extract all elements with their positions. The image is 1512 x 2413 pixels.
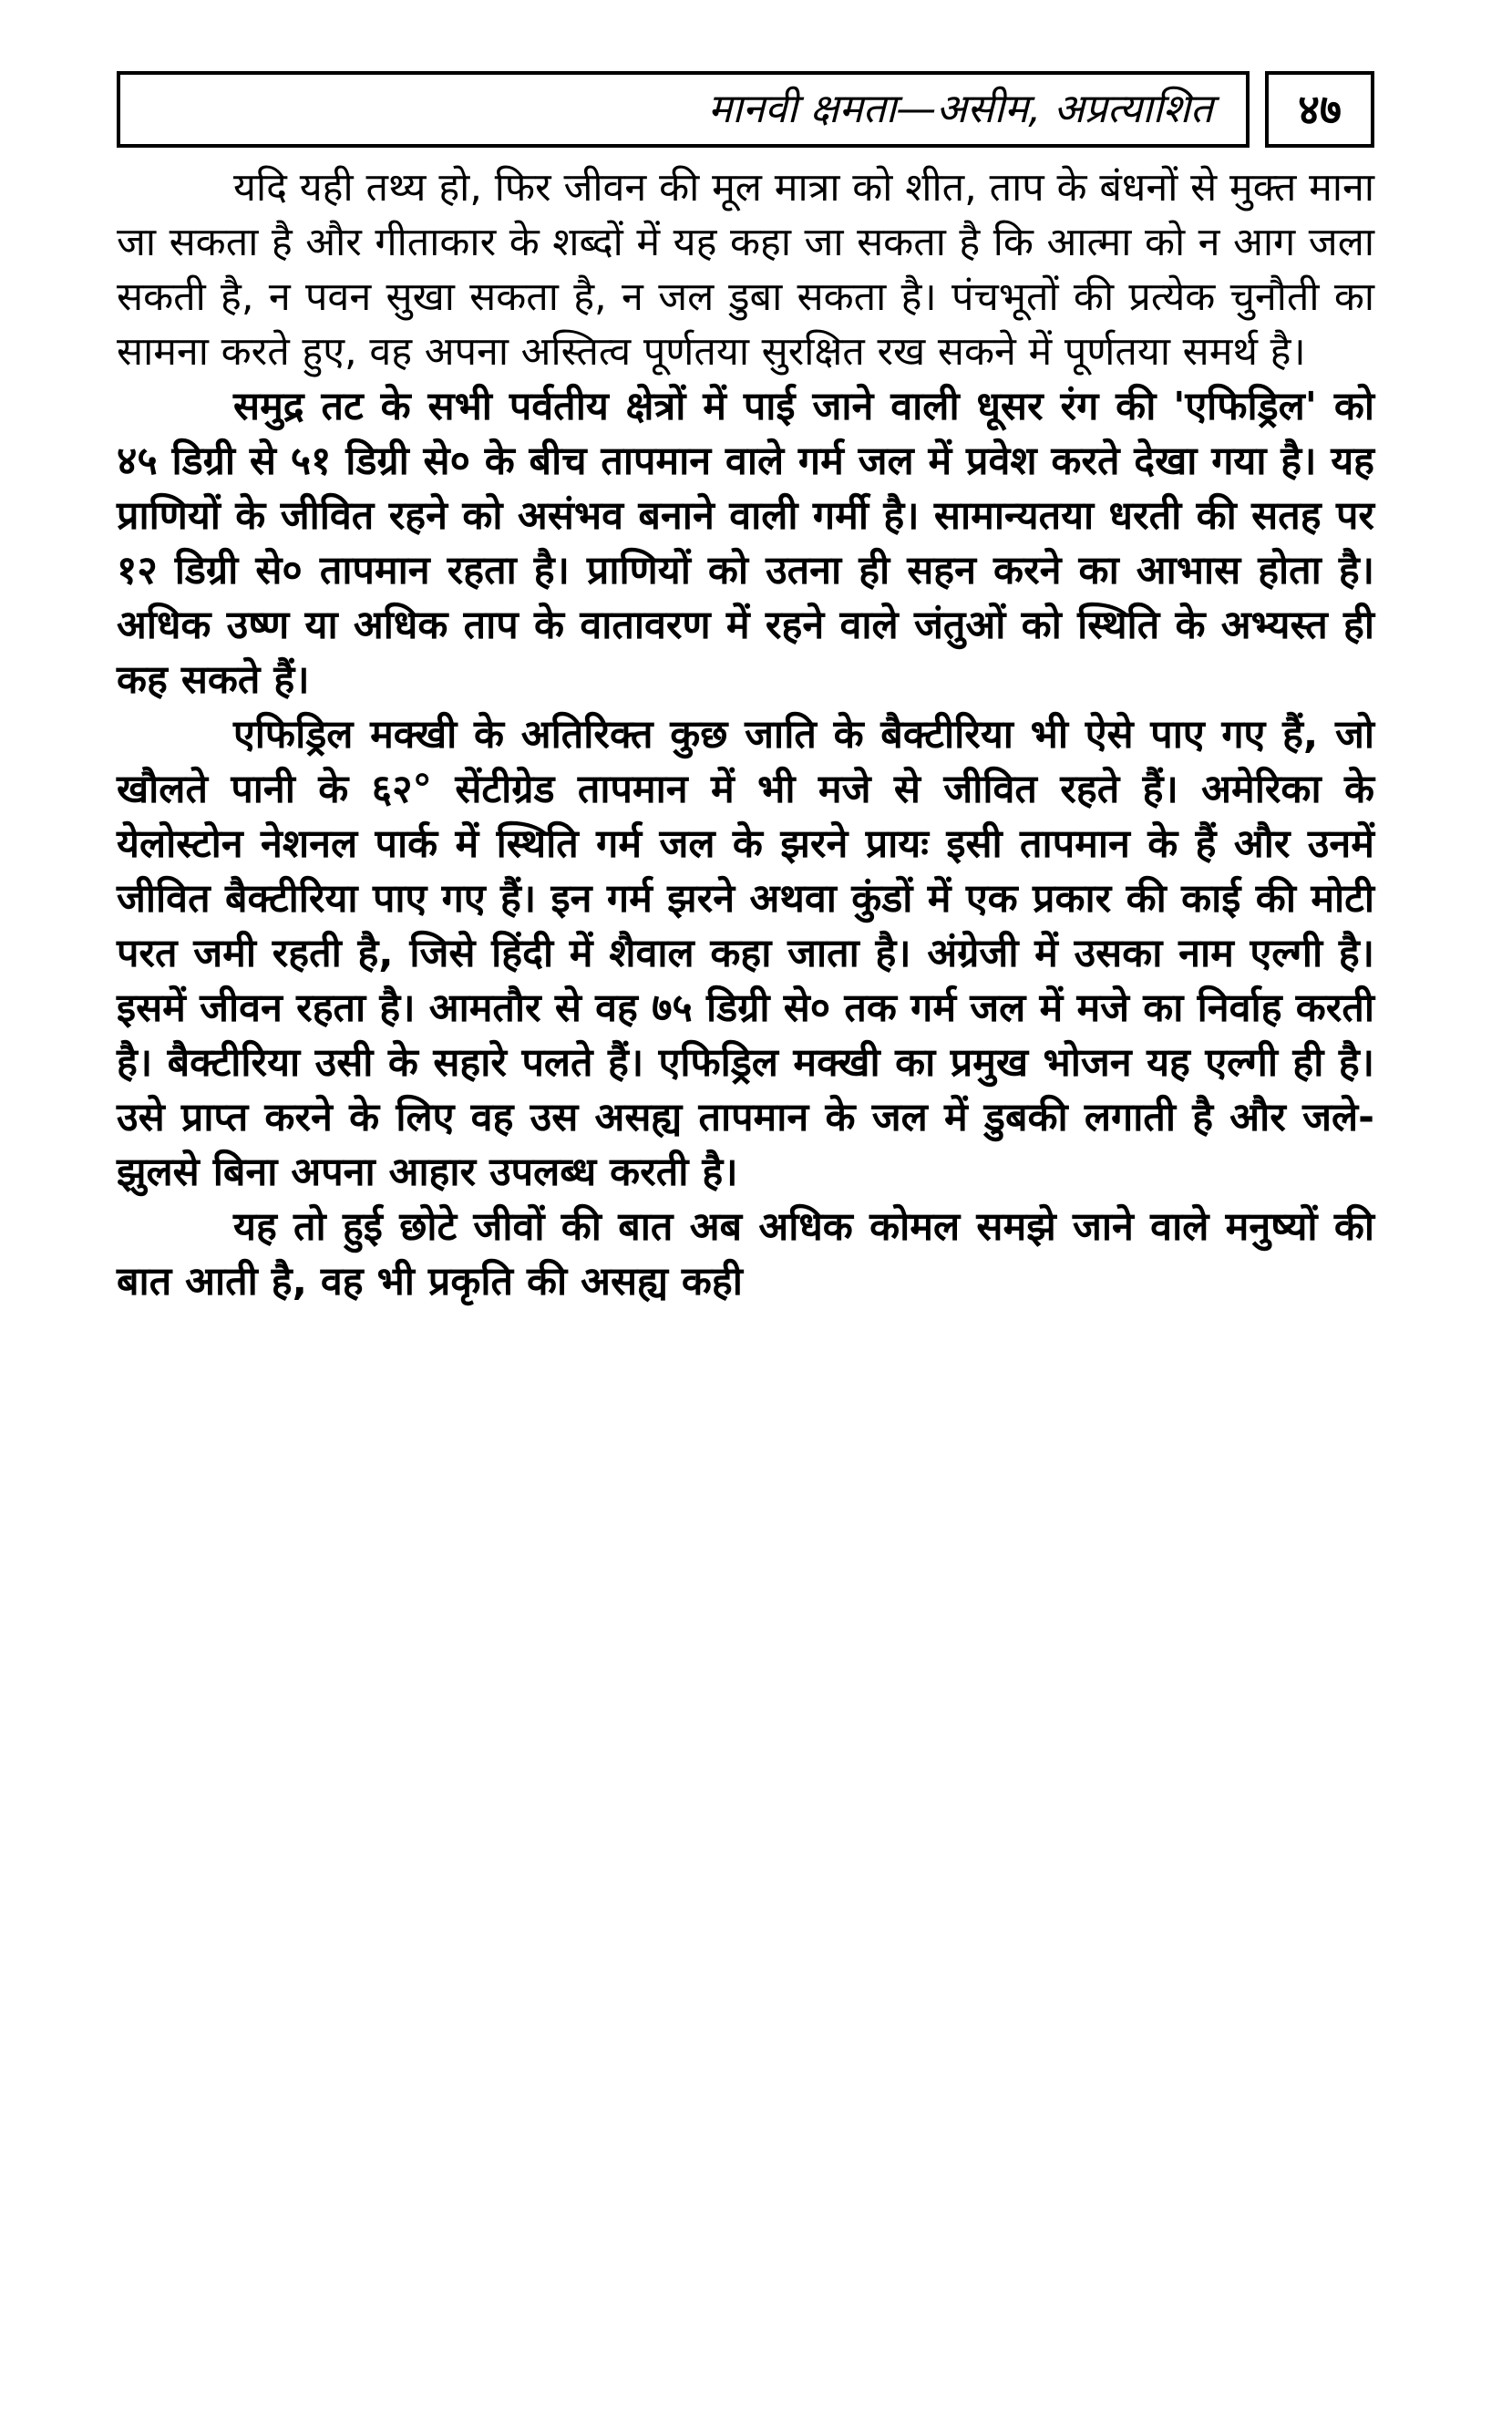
paragraph: यह तो हुई छोटे जीवों की बात अब अधिक कोमल समझे जाने वाले मनुष्यों की बात आती है, वह भी प्रकृति की असह्य कही	[117, 1204, 1374, 1304]
running-header	[117, 71, 1250, 148]
paragraph: यदि यही तथ्य हो, फिर जीवन की मूल मात्रा को शीत, ताप के बंधनों से मुक्त माना जा सकता है और गीताकार के शब्दों में यह कहा जा सकता है कि आत्मा को न आग जला सकती है, न पवन सुखा सकता है, न जल डुबा सकता है। पंचभूतों की प्रत्येक चुनौती का सामना करते हुए, वह अपना अस्तित्व पूर्णतया सुरक्षित रख सकने में पूर्णतया समर्थ है।	[117, 165, 1374, 375]
chapter-title: मानवी क्षमता—असीम, अप्रत्याशित	[707, 86, 1213, 132]
page-number-box	[1265, 71, 1374, 148]
paragraph: समुद्र तट के सभी पर्वतीय क्षेत्रों में पाई जाने वाली धूसर रंग की 'एफिड्रिल' को ४५ डिग्री से ५१ डिग्री से० के बीच तापमान वाले गर्म जल में प्रवेश करते देखा गया है। यह प्राणियों के जीवित रहने को असंभव बनाने वाली गर्मी है। सामान्यतया धरती की सतह पर १२ डिग्री से० तापमान रहता है। प्राणियों को उतना ही सहन करने का आभास होता है। अधिक उष्ण या अधिक ताप के वातावरण में रहने वाले जंतुओं को स्थिति के अभ्यस्त ही कह सकते हैं।	[117, 384, 1374, 703]
paragraph: एफिड्रिल मक्खी के अतिरिक्त कुछ जाति के बैक्टीरिया भी ऐसे पाए गए हैं, जो खौलते पानी के ६२° सेंटीग्रेड तापमान में भी मजे से जीवित रहते हैं। अमेरिका के येलोस्टोन नेशनल पार्क में स्थिति गर्म जल के झरने प्रायः इसी तापमान के हैं और उनमें जीवित बैक्टीरिया पाए गए हैं। इन गर्म झरने अथवा कुंडों में एक प्रकार की काई की मोटी परत जमी रहती है, जिसे हिंदी में शैवाल कहा जाता है। अंग्रेजी में उसका नाम एल्गी है। इसमें जीवन रहता है। आमतौर से वह ७५ डिग्री से० तक गर्म जल में मजे का निर्वाह करती है। बैक्टीरिया उसी के सहारे पलते हैं। एफिड्रिल मक्खी का प्रमुख भोजन यह एल्गी ही है। उसे प्राप्त करने के लिए वह उस असह्य तापमान के जल में डुबकी लगाती है और जले-झुलसे बिना अपना आहार उपलब्ध करती है।	[117, 712, 1374, 1195]
body-text	[117, 160, 1374, 1309]
page-number: ४७	[1298, 85, 1342, 134]
